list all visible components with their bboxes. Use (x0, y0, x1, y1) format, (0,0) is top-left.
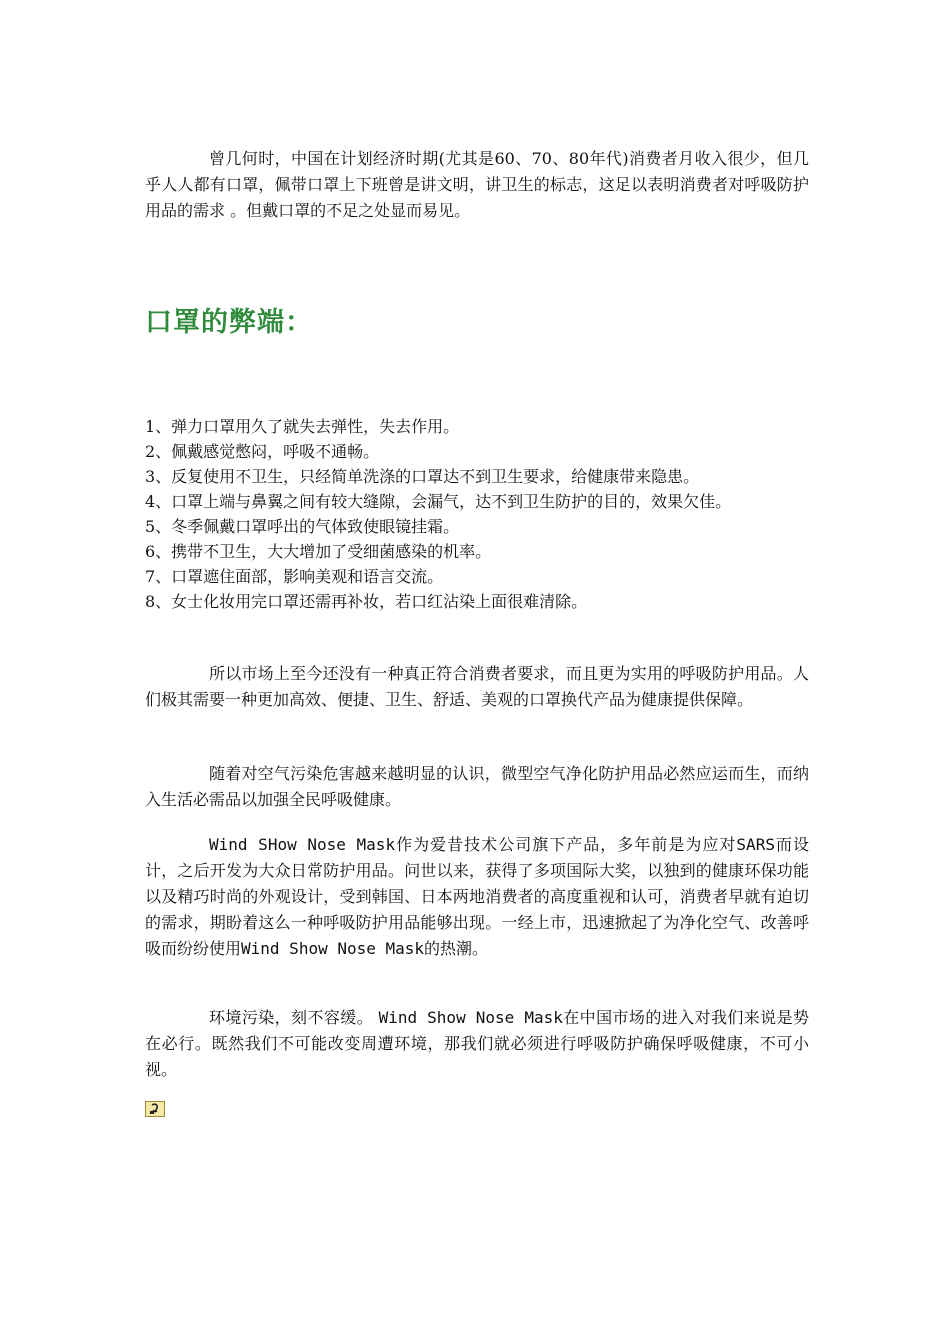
list-item: 3、反复使用不卫生，只经简单洗涤的口罩达不到卫生要求，给健康带来隐患。 (145, 467, 700, 486)
list-item: 4、口罩上端与鼻翼之间有较大缝隙，会漏气，达不到卫生防护的目的，效果欠佳。 (145, 492, 732, 511)
environment-text: 环境污染，刻不容缓。 (209, 1008, 379, 1027)
embedded-object-icon[interactable] (145, 1101, 165, 1117)
environment-block (145, 1005, 809, 1083)
section-heading: 口罩的弊端： (145, 307, 313, 338)
market-paragraph: 所以市场上至今还没有一种真正符合消费者要求，而且更为实用的呼吸防护用品。人们极其需要一种更加高效、便捷、卫生、舒适、美观的口罩换代产品为健康提供保障。 (145, 664, 809, 709)
product-text: 的热潮。 (424, 939, 489, 958)
list-item: 5、冬季佩戴口罩呼出的气体致使眼镜挂霜。 (145, 517, 460, 536)
market-block (145, 661, 809, 713)
environment-text: 在中国市场的进入对我们来说是势在必行。既然我们不可能改变周遭环境，那我们就必须进行呼吸防护确保呼吸健康，不可小视。 (145, 1008, 809, 1079)
list-item: 8、女士化妆用完口罩还需再补妆，若口红沾染上面很难清除。 (145, 592, 588, 611)
link-object-icon (146, 1102, 164, 1116)
product-text: 而设计，之后开发为大众日常防护用品。问世以来，获得了多项国际大奖，以独到的健康环保功能以及精巧时尚的外观设计，受到韩国、日本两地消费者的高度重视和认可，消费者早就有迫切的需求，期盼着这么一种呼吸防护用品能够出现。一经上市，迅速掀起了为净化空气、改善呼吸而纷纷使用 (145, 835, 809, 958)
environment-paragraph (145, 1005, 809, 1083)
drawbacks-list (145, 414, 815, 614)
list-item: 6、携带不卫生，大大增加了受细菌感染的机率。 (145, 542, 492, 561)
brand-name: Wind Show Nose Mask (241, 939, 425, 958)
sars-label: SARS (736, 835, 775, 854)
list-item: 7、口罩遮住面部，影响美观和语言交流。 (145, 567, 444, 586)
product-paragraph (145, 832, 809, 962)
brand-name: Wind SHow Nose Mask (209, 835, 396, 854)
brand-name: Wind Show Nose Mask (378, 1008, 563, 1027)
awareness-paragraph: 随着对空气污染危害越来越明显的认识，微型空气净化防护用品必然应运而生，而纳入生活必需品以加强全民呼吸健康。 (145, 764, 809, 809)
list-item: 1、弹力口罩用久了就失去弹性，失去作用。 (145, 417, 460, 436)
list-item: 2、佩戴感觉憋闷，呼吸不通畅。 (145, 442, 380, 461)
product-text: 作为爱昔技术公司旗下产品，多年前是为应对 (395, 835, 737, 854)
product-block (145, 832, 809, 962)
awareness-block (145, 761, 809, 813)
intro-paragraph: 曾几何时，中国在计划经济时期(尤其是60、70、80年代)消费者月收入很少，但几乎人人都有口罩，佩带口罩上下班曾是讲文明，讲卫生的标志，这足以表明消费者对呼吸防护用品的需求 。但戴口罩的不足之处显而易见。 (145, 149, 809, 220)
intro-block (145, 146, 809, 224)
